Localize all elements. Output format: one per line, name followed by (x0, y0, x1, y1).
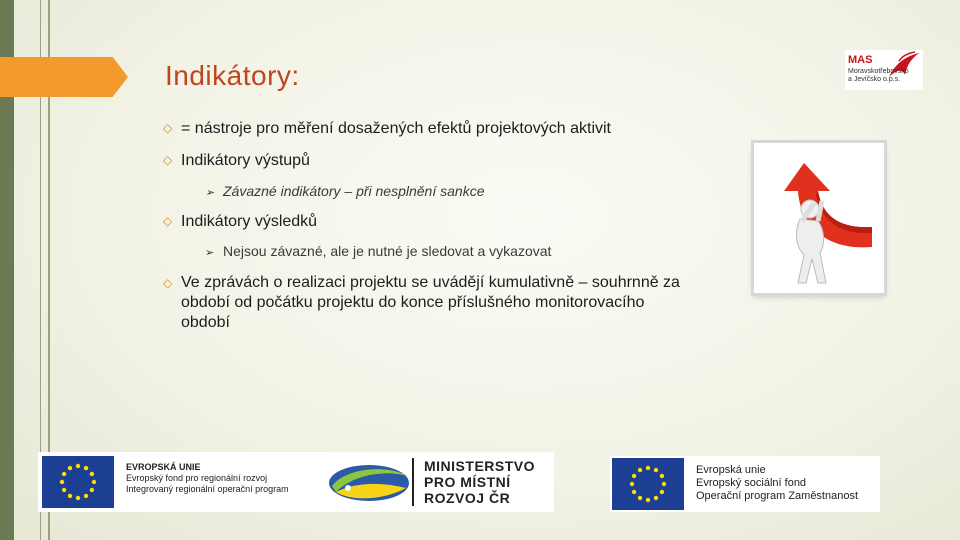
growth-arrow-image (754, 143, 884, 293)
mas-logo (845, 50, 923, 90)
diamond-bullet-icon: ◇ (163, 153, 173, 167)
bullet-text-line: období (181, 314, 230, 331)
eu-logo-line: EVROPSKÁ UNIE (126, 462, 201, 472)
diamond-bullet-icon: ◇ (163, 121, 173, 135)
bullet-text: = nástroje pro měření dosažených efektů projektových aktivit (181, 120, 611, 137)
diamond-bullet-icon: ◇ (163, 276, 173, 290)
mas-logo-line: Moravskotřebovsko (848, 68, 909, 75)
mas-logo-name: MAS (848, 54, 873, 66)
eu-flag-icon (42, 456, 114, 508)
sub-bullet-text: Nejsou závazné, ale je nutné je sledovat a vykazovat (223, 243, 552, 259)
bullet-text: Indikátory výsledků (181, 213, 318, 230)
bullet-text: Indikátory výstupů (181, 152, 310, 169)
bullet-text-line: období od počátku projektu do konce příslušného monitorovacího (181, 294, 645, 311)
esf-logo-line: Evropský sociální fond (696, 477, 807, 489)
mas-logo-line: a Jevíčsko o.p.s. (848, 76, 901, 83)
logo-strip-iop-mmr (38, 452, 554, 512)
bullet-item (163, 152, 310, 170)
esf-logo-line: Operační program Zaměstnanost (696, 490, 859, 502)
bullet-item (163, 273, 680, 333)
eu-logo-line: Evropský fond pro regionální rozvoj (126, 473, 268, 483)
diamond-bullet-icon: ◇ (163, 214, 173, 228)
arrow-bullet-icon: ➢ (205, 187, 215, 199)
logo-divider (412, 458, 414, 506)
mmr-logo-line: MINISTERSTVO (424, 458, 536, 474)
arrow-bullet-icon: ➢ (205, 247, 215, 259)
eu-logo-line: Integrovaný regionální operační program (126, 484, 289, 494)
logo-strip-esf (610, 456, 880, 512)
sub-bullet-item (205, 243, 551, 259)
eu-flag-icon (612, 458, 684, 510)
mmr-logo-line: ROZVOJ ČR (424, 490, 511, 506)
title-accent-band (0, 57, 128, 97)
mmr-logo-line: PRO MÍSTNÍ (424, 474, 511, 490)
bullet-item (163, 213, 317, 231)
bullet-item (163, 120, 611, 138)
esf-logo-line: Evropská unie (696, 464, 766, 476)
mmr-swoosh-icon (326, 460, 412, 506)
slide-title: Indikátory: (165, 60, 300, 91)
growth-arrow-icon (754, 143, 884, 293)
sub-bullet-item (205, 183, 484, 199)
sub-bullet-text: Závazné indikátory – při nesplnění sankce (223, 183, 485, 199)
bullet-text-line: Ve zprávách o realizaci projektu se uvádějí kumulativně – souhrnně za (181, 274, 680, 291)
